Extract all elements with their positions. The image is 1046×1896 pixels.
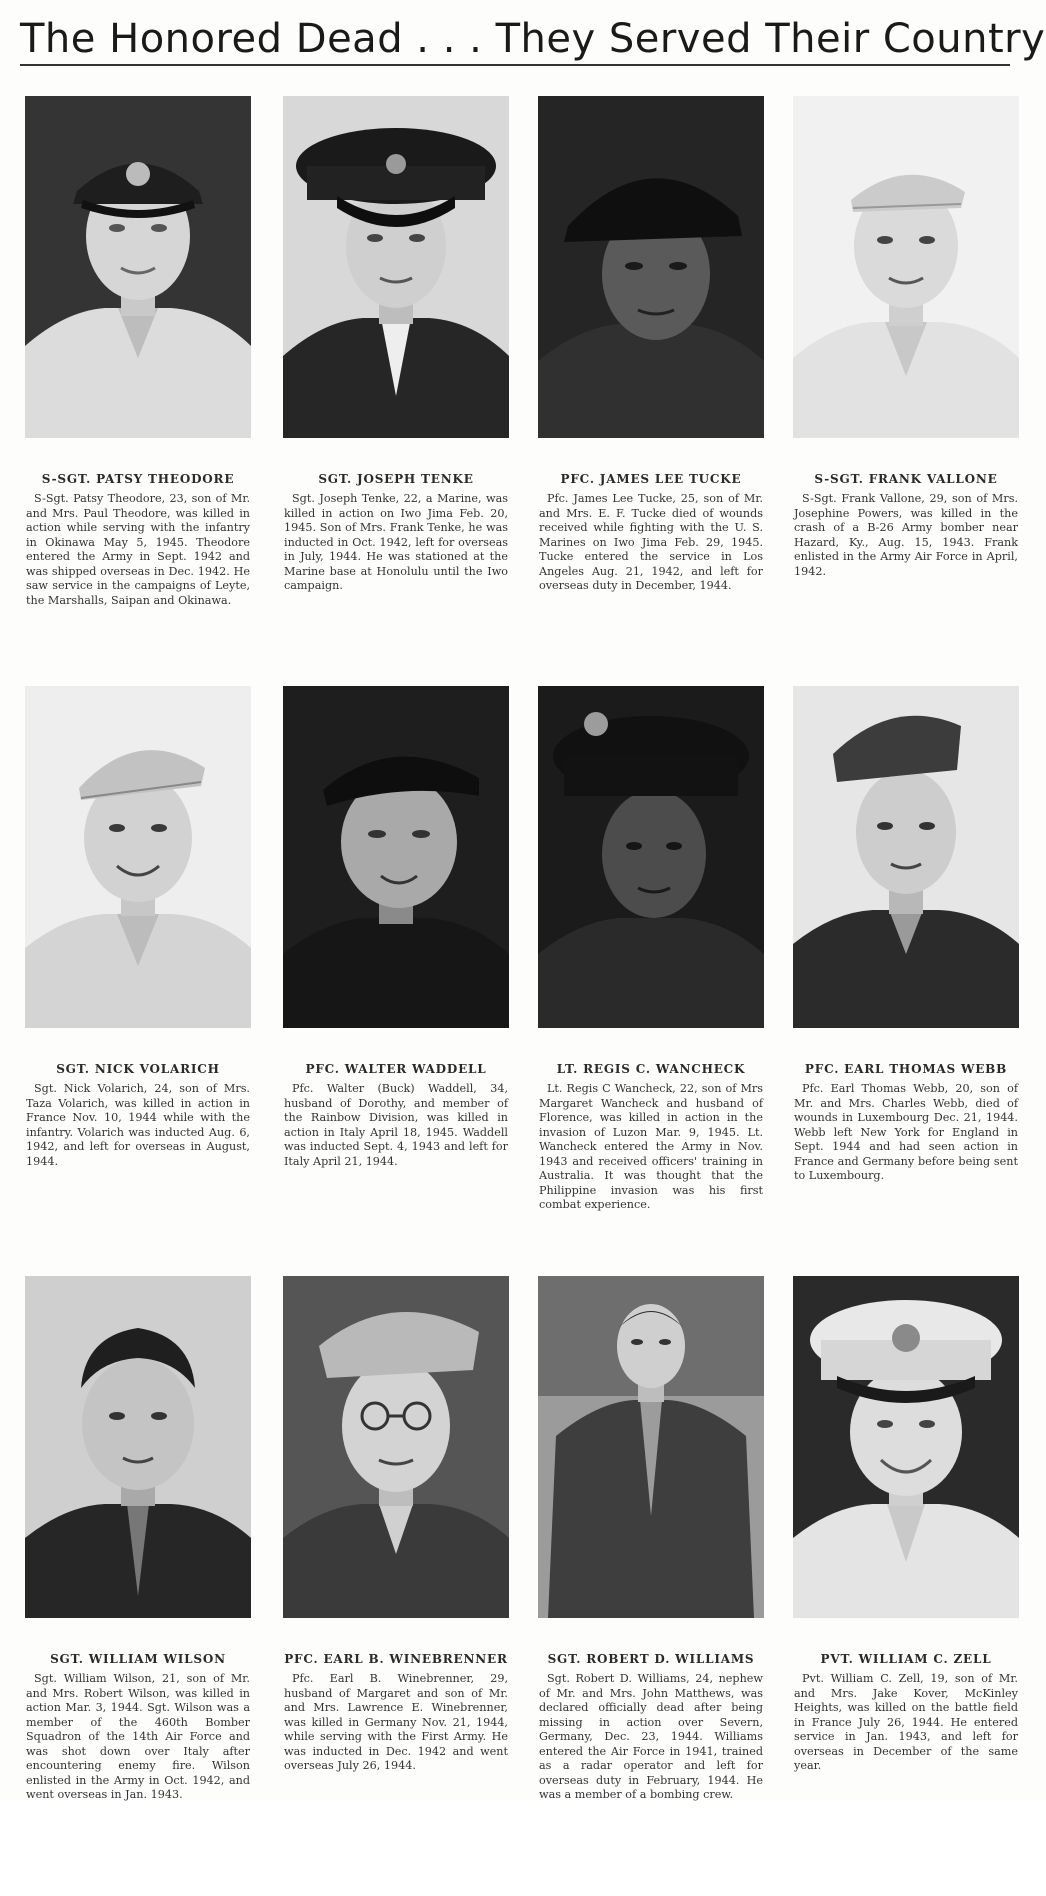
soldier-name: SGT. WILLIAM WILSON (50, 1652, 226, 1666)
portrait-marine-cap (283, 96, 509, 438)
soldier-card (280, 96, 512, 594)
portrait-bareheaded (25, 1276, 251, 1618)
soldier-name: PFC. WALTER WADDELL (305, 1062, 487, 1076)
soldier-bio: Sgt. Nick Volarich, 24, son of Mrs. Taza Volarich, was killed in action in France Nov. 10, 1944 while with the infantry. Volarich was inducted Aug. 6, 1942, and left for overseas in August, 1944. (26, 1082, 250, 1168)
soldier-photo (793, 96, 1019, 438)
soldier-card (280, 1276, 512, 1774)
soldier-name: S-SGT. PATSY THEODORE (41, 472, 235, 486)
soldier-photo (25, 96, 251, 438)
memorial-grid (22, 96, 1032, 1896)
soldier-photo (538, 1276, 764, 1618)
soldier-bio: S-Sgt. Patsy Theodore, 23, son of Mr. and Mrs. Paul Theodore, was killed in action while serving with the infantry in Okinawa May 5, 1945. Theodore entered the Army in Sept. 1942 and was shipped overseas in Dec. 1942. He saw service in the campaigns of Leyte, the Marshalls, Saipan and Okinawa. (26, 492, 250, 607)
soldier-bio: Sgt. Robert D. Williams, 24, nephew of Mr. and Mrs. John Matthews, was declared officially dead after being missing in action over Severn, Germany, Dec. 23, 1944. Williams entered the Air Force in 1941, trained as a radar operator and left for overseas duty in February, 1944. He was a member of a bombing crew. (539, 1672, 763, 1801)
soldier-photo (25, 686, 251, 1028)
soldier-photo (25, 1276, 251, 1618)
soldier-bio: Pvt. William C. Zell, 19, son of Mr. and Mrs. Jake Kover, McKinley Heights, was killed on the battle field in France July 26, 1944. He entered service in Jan. 1943, and left for overseas in December of the same year. (794, 1672, 1018, 1772)
soldier-photo (283, 1276, 509, 1618)
soldier-name: PFC. JAMES LEE TUCKE (560, 472, 742, 486)
page-headline: The Honored Dead . . . They Served Their Country (20, 6, 1010, 66)
soldier-photo (283, 96, 509, 438)
soldier-card (535, 686, 767, 1213)
portrait-white-cap (793, 1276, 1019, 1618)
soldier-bio: Pfc. Earl Thomas Webb, 20, son of Mr. and Mrs. Charles Webb, died of wounds in Luxembourg Dec. 21, 1944. Webb left New York for England in Sept. 1944 and had seen action in France and Germany before being sent to Luxembourg. (794, 1082, 1018, 1182)
soldier-name: SGT. ROBERT D. WILLIAMS (547, 1652, 755, 1666)
soldier-name: PFC. EARL THOMAS WEBB (804, 1062, 1008, 1076)
soldier-name: PFC. EARL B. WINEBRENNER (284, 1652, 508, 1666)
soldier-photo (793, 1276, 1019, 1618)
soldier-name: SGT. NICK VOLARICH (56, 1062, 220, 1076)
soldier-card (280, 686, 512, 1169)
portrait-dark-helmet (538, 96, 764, 438)
soldier-bio: Sgt. Joseph Tenke, 22, a Marine, was killed in action on Iwo Jima Feb. 20, 1945. Son of Mrs. Frank Tenke, he was inducted in Oct. 1942, left for overseas in July, 1944. He was stationed at the Marine base at Honolulu until the Iwo campaign. (284, 492, 508, 592)
soldier-name: SGT. JOSEPH TENKE (318, 472, 474, 486)
soldier-name: LT. REGIS C. WANCHECK (556, 1062, 746, 1076)
soldier-card (790, 686, 1022, 1184)
soldier-bio: Pfc. James Lee Tucke, 25, son of Mr. and Mrs. E. F. Tucke died of wounds received while fighting with the U. S. Marines on Iwo Jima Feb. 29, 1945. Tucke entered the service in Los Angeles Aug. 21, 1942, and left for overseas duty in December, 1944. (539, 492, 763, 592)
memorial-row (22, 686, 1032, 1276)
portrait-garrison-cap (793, 96, 1019, 438)
soldier-card (535, 96, 767, 594)
soldier-card (22, 96, 254, 608)
portrait-officer-cap (538, 686, 764, 1028)
portrait-soldier-cap (25, 96, 251, 438)
soldier-bio: Pfc. Walter (Buck) Waddell, 34, husband of Dorothy, and member of the Rainbow Division, was killed in action in Italy April 18, 1945. Waddell was inducted Sept. 4, 1943 and left for Italy April 21, 1944. (284, 1082, 508, 1168)
soldier-bio: Pfc. Earl B. Winebrenner, 29, husband of Margaret and son of Mr. and Mrs. Lawrence E. Winebrenner, was killed in Germany Nov. 21, 1944, while serving with the First Army. He was inducted in Dec. 1942 and went overseas July 26, 1944. (284, 1672, 508, 1772)
portrait-glasses-cap (283, 1276, 509, 1618)
soldier-card (22, 686, 254, 1169)
soldier-card (790, 1276, 1022, 1774)
soldier-card (535, 1276, 767, 1803)
memorial-row (22, 96, 1032, 686)
memorial-row (22, 1276, 1032, 1896)
soldier-bio: Lt. Regis C Wancheck, 22, son of Mrs Margaret Wancheck and husband of Florence, was killed in action in the invasion of Luzon Mar. 9, 1945. Lt. Wancheck entered the Army in Nov. 1943 and received officers' training in Australia. It was thought that the Philippine invasion was his first combat experience. (539, 1082, 763, 1211)
soldier-bio: Sgt. William Wilson, 21, son of Mr. and Mrs. Robert Wilson, was killed in action Mar. 3, 1944. Sgt. Wilson was a member of the 460th Bomber Squadron of the 14th Air Force and was shot down over Italy after encountering enemy fire. Wilson enlisted in the Army in Oct. 1942, and went overseas in Jan. 1943. (26, 1672, 250, 1801)
soldier-name: PVT. WILLIAM C. ZELL (820, 1652, 992, 1666)
portrait-garrison-cap (25, 686, 251, 1028)
soldier-photo (538, 96, 764, 438)
soldier-card (790, 96, 1022, 579)
portrait-full-uniform (538, 1276, 764, 1618)
soldier-photo (283, 686, 509, 1028)
soldier-photo (538, 686, 764, 1028)
portrait-beret (283, 686, 509, 1028)
soldier-card (22, 1276, 254, 1803)
portrait-garrison-cap (793, 686, 1019, 1028)
soldier-name: S-SGT. FRANK VALLONE (814, 472, 998, 486)
soldier-photo (793, 686, 1019, 1028)
soldier-bio: S-Sgt. Frank Vallone, 29, son of Mrs. Josephine Powers, was killed in the crash of a B-26 Army bomber near Hazard, Ky., Aug. 15, 1943. Frank enlisted in the Army Air Force in April, 1942. (794, 492, 1018, 578)
